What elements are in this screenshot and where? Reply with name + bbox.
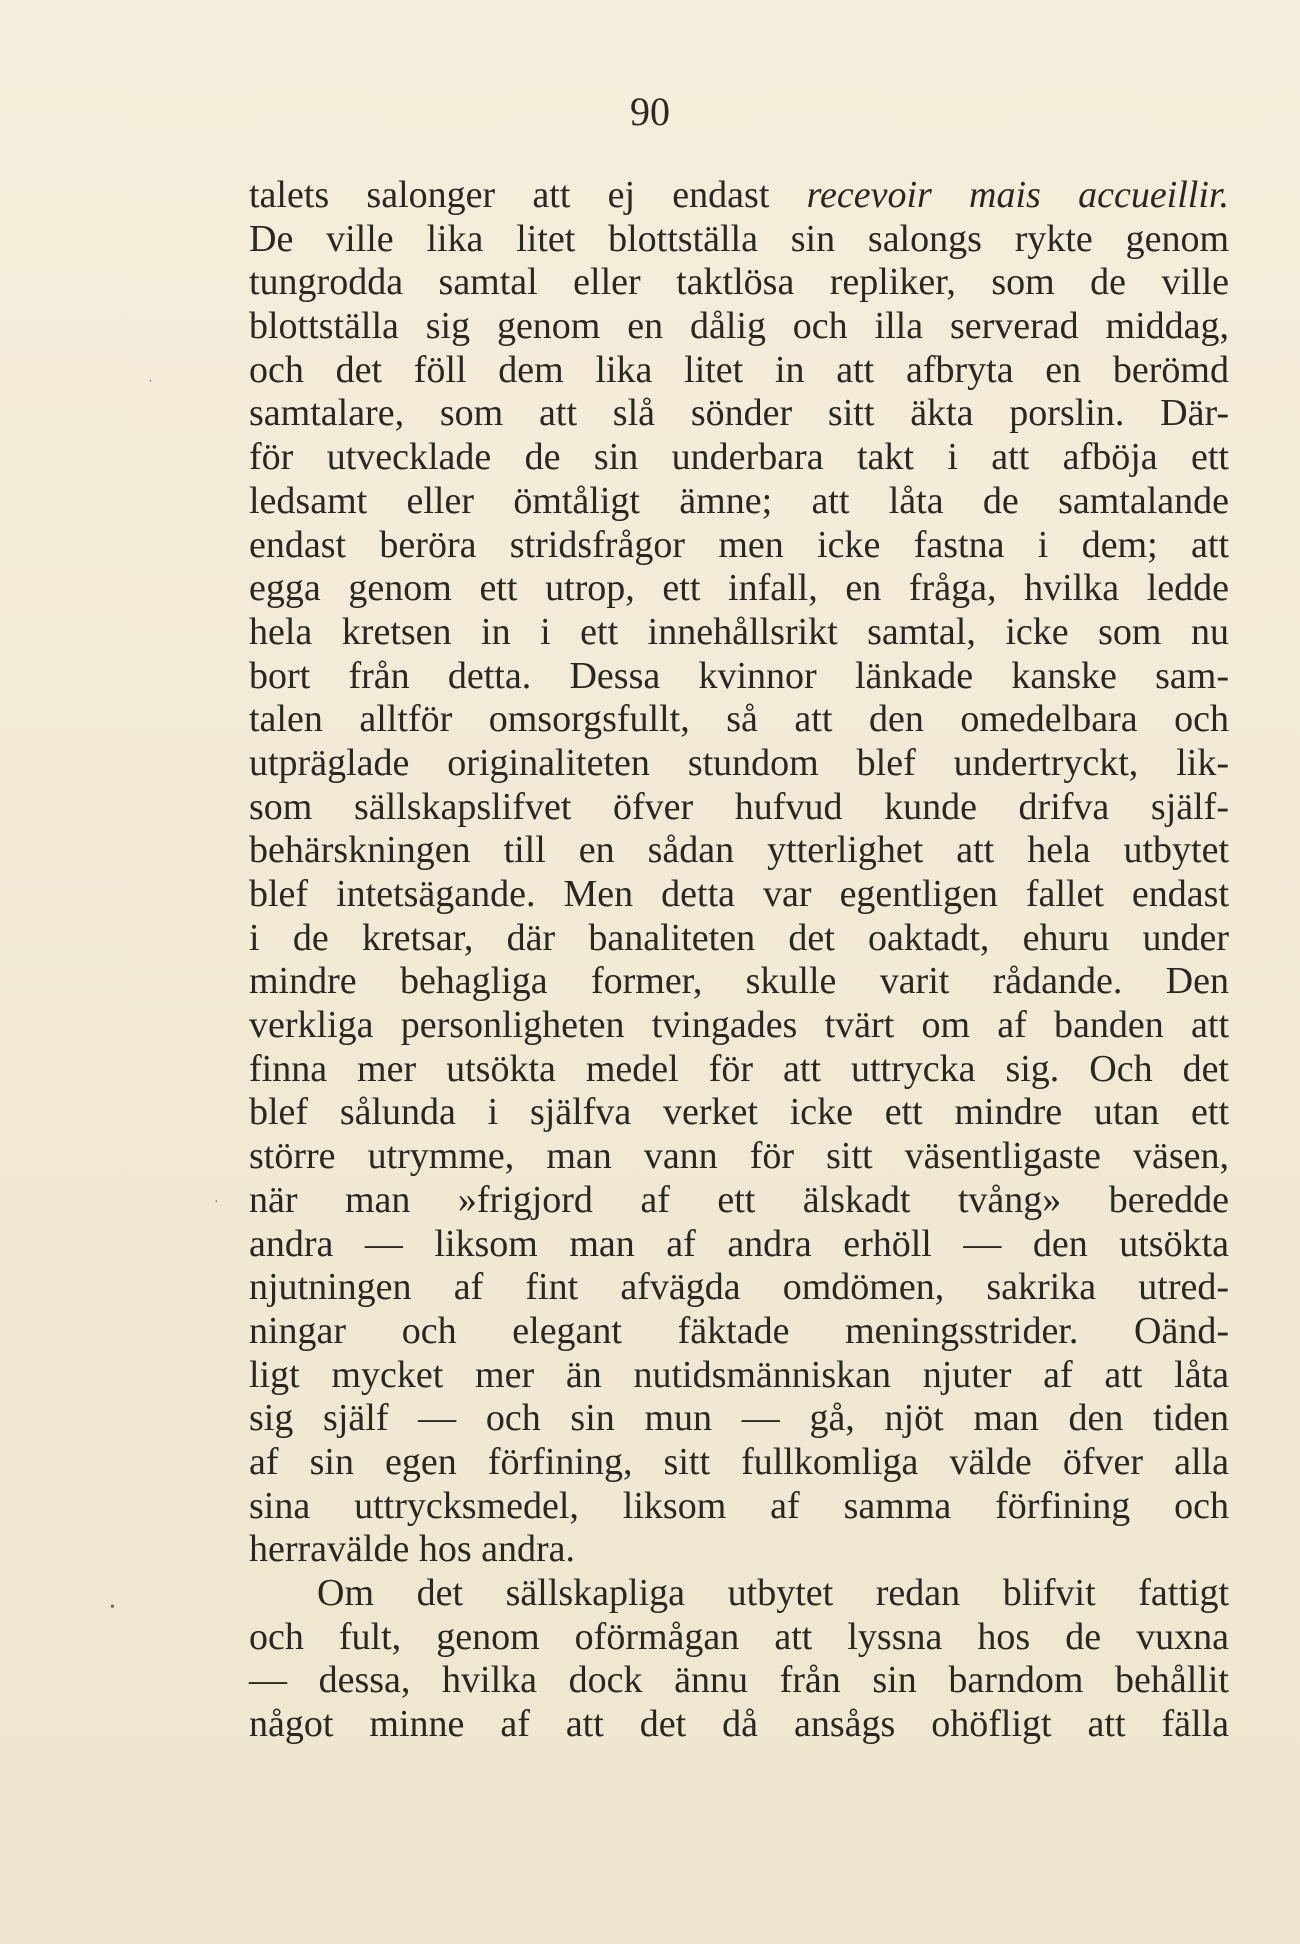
margin-speck: • (110, 1600, 115, 1615)
text-line: blef intetsägande. Men detta var egentligen fallet endast (249, 873, 1229, 915)
text-line: och det föll dem lika litet in att afbryta en berömd (249, 348, 1229, 391)
text-line: finna mer utsökta medel för att uttrycka sig. Och det (249, 1047, 1229, 1090)
text-line: Om det sällskapliga utbytet redan blifvit fattigt (317, 1572, 1229, 1614)
text-line: utpräglade originaliteten stundom blef undertryckt, lik- (249, 741, 1229, 784)
text-line: talen alltför omsorgsfullt, så att den omedelbara och (249, 698, 1229, 741)
text-line: endast beröra stridsfrågor men icke fastna i dem; att (249, 523, 1229, 566)
line-text: talets salonger att ej endast (249, 174, 807, 216)
text-line: herravälde hos andra. (249, 1528, 576, 1571)
text-line: njutningen af fint afvägda omdömen, sakrika utred- (249, 1266, 1229, 1309)
text-line: ningar och elegant fäktade meningsstrider. Oänd- (249, 1309, 1229, 1352)
text-line: tungrodda samtal eller taktlösa repliker, som de ville (249, 261, 1229, 304)
margin-speck: · (214, 1195, 219, 1210)
text-line: sina uttrycksmedel, liksom af samma förfining och (249, 1484, 1229, 1527)
text-line: mindre behagliga former, skulle varit rådande. Den (249, 960, 1229, 1003)
text-line: — dessa, hvilka dock ännu från sin barndom behållit (249, 1659, 1229, 1702)
text-line: i de kretsar, där banaliteten det oaktadt, ehuru under (249, 916, 1229, 959)
text-line: bort från detta. Dessa kvinnor länkade kanske sam- (249, 654, 1229, 697)
text-line: hela kretsen in i ett innehållsrikt samtal, icke som nu (249, 610, 1229, 653)
text-line: behärskningen till en sådan ytterlighet att hela utbytet (249, 829, 1229, 872)
text-line: blottställa sig genom en dålig och illa serverad middag, (249, 305, 1229, 348)
text-line: större utrymme, man vann för sitt väsentligaste väsen, (249, 1135, 1229, 1178)
text-line: som sällskapslifvet öfver hufvud kunde drifva själf- (249, 785, 1229, 828)
text-line: blef sålunda i själfva verket icke ett mindre utan ett (249, 1091, 1229, 1134)
text-line: egga genom ett utrop, ett infall, en fråga, hvilka ledde (249, 567, 1229, 610)
text-line (249, 174, 1229, 218)
text-line: af sin egen förfining, sitt fullkomliga välde öfver alla (249, 1440, 1229, 1483)
body-text (249, 174, 1229, 1747)
text-line: något minne af att det då ansågs ohöfligt att fälla (249, 1703, 1229, 1746)
text-line: ligt mycket mer än nutidsmänniskan njuter af att låta (249, 1353, 1229, 1396)
text-line: när man »frigjord af ett älskadt tvång» beredde (249, 1178, 1229, 1221)
text-line: andra — liksom man af andra erhöll — den utsökta (249, 1222, 1229, 1265)
italic-phrase: recevoir mais accueillir. (806, 174, 1229, 216)
margin-speck: ˙ (148, 378, 153, 393)
text-line: verkliga personligheten tvingades tvärt om af banden att (249, 1004, 1229, 1047)
text-line: ledsamt eller ömtåligt ämne; att låta de samtalande (249, 479, 1229, 522)
text-line: De ville lika litet blottställa sin salongs rykte genom (249, 217, 1229, 260)
page-number: 90 (630, 89, 670, 134)
text-line: sig själf — och sin mun — gå, njöt man den tiden (249, 1397, 1229, 1440)
text-line: för utvecklade de sin underbara takt i att afböja ett (249, 436, 1229, 479)
text-line: samtalare, som att slå sönder sitt äkta porslin. Där- (249, 392, 1229, 435)
text-line: och fult, genom oförmågan att lyssna hos de vuxna (249, 1615, 1229, 1658)
